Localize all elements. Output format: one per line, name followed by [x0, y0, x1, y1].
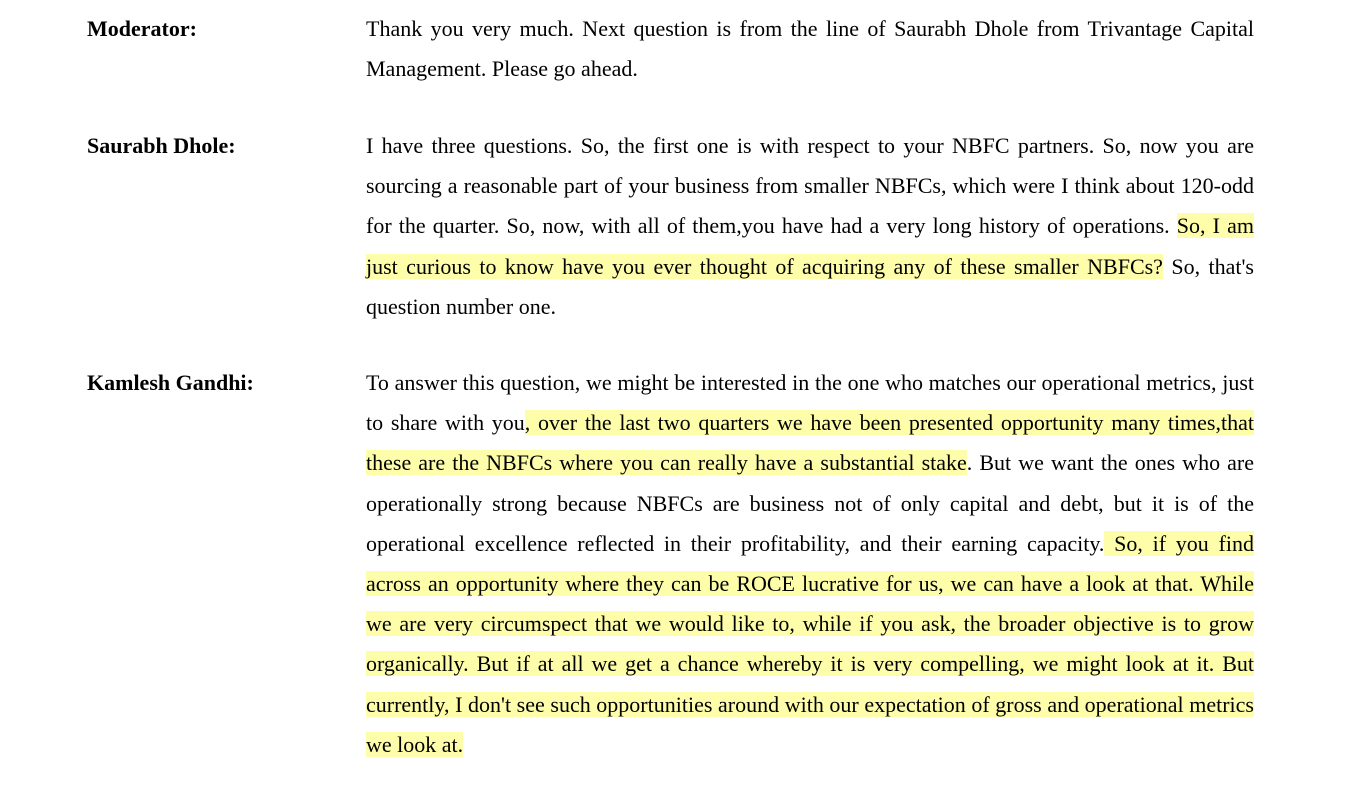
speech-text	[366, 126, 1254, 327]
speaker-label: Saurabh Dhole:	[87, 133, 236, 158]
speech-segment: Thank you very much. Next question is from the line of Saurabh Dhole from Trivantage Capital Management. Please go ahead.	[366, 16, 1254, 82]
speech-text	[366, 9, 1254, 89]
speech-segment: To answer this question, we might be interested in the one who matches our operational metrics, just to share with you	[366, 370, 1254, 436]
highlighted-segment: , over the last two quarters we have been presented opportunity many times,that these are the NBFCs where you can really have a substantial stake	[366, 410, 1254, 476]
speaker-label: Kamlesh Gandhi:	[87, 370, 254, 395]
speech-segment: So, that's question number one.	[366, 253, 1254, 319]
speaker-label: Moderator:	[87, 16, 197, 41]
highlighted-segment: So, if you find across an opportunity where they can be ROCE lucrative for us, we can have a look at that. While we are very circumspect that we would like to, while if you ask, the broader objective is to grow organically. But if at all we get a chance whereby it is very compelling, we might look at it. But currently, I don't see such opportunities around with our expectation of gross and operational metrics we look at.	[366, 530, 1254, 757]
speech-segment: I have three questions. So, the first one is with respect to your NBFC partners. So, now you are sourcing a reasonable part of your business from smaller NBFCs, which were I think about 120-odd for the quarter. So, now, with all of them,you have had a very long history of operations.	[366, 133, 1254, 239]
speech-text	[366, 363, 1254, 765]
highlighted-segment: So, I am just curious to know have you ever thought of acquiring any of these smaller NBFCs?	[366, 213, 1254, 279]
speech-segment: . But we want the ones who are operationally strong because NBFCs are business not of only capital and debt, but it is of the operational excellence reflected in their profitability, and their earning capacity.	[366, 450, 1254, 556]
